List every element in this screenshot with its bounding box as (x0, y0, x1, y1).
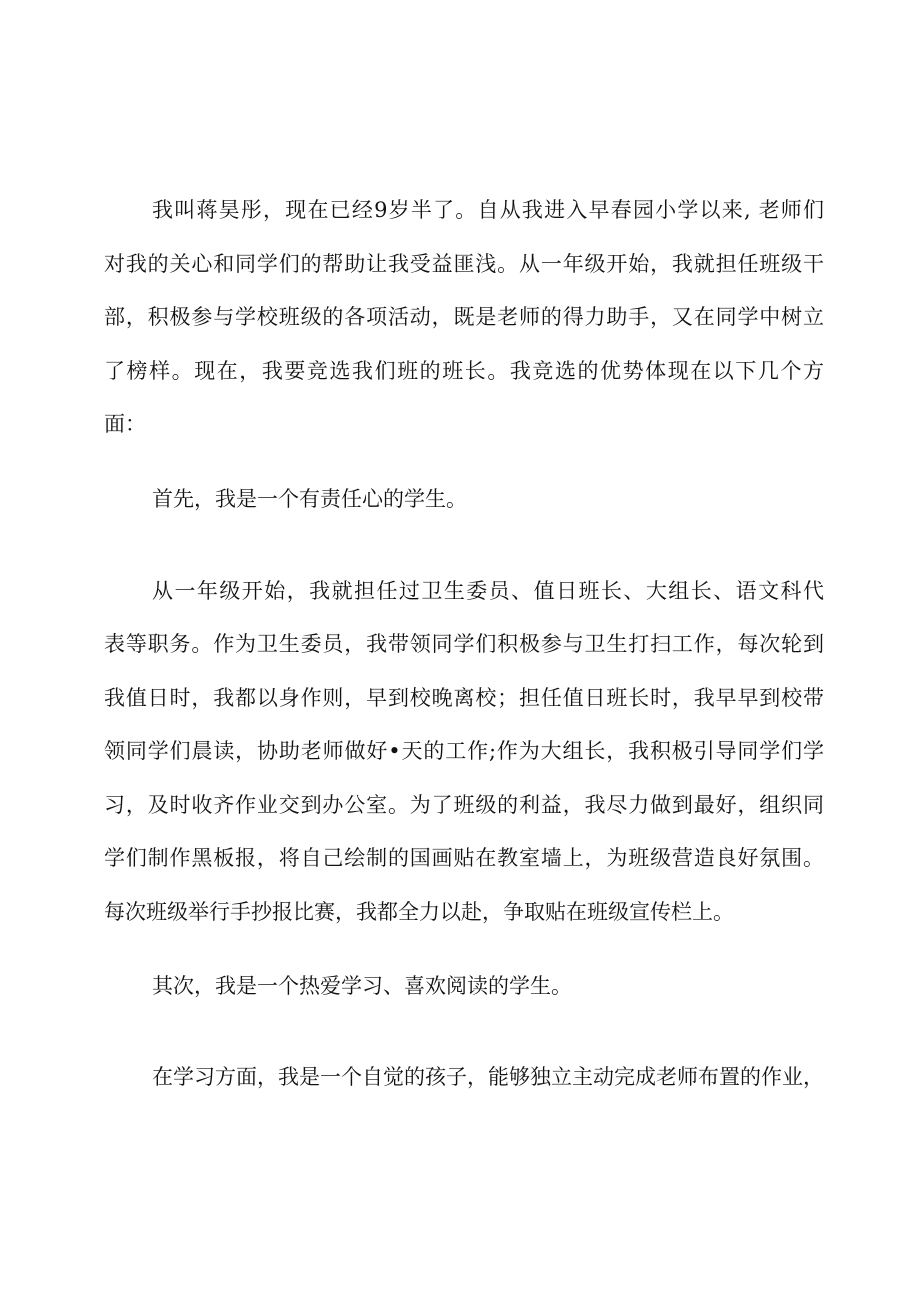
section-heading-study: 其次，我是一个热爱学习、喜欢阅读的学生。 (152, 974, 572, 998)
paragraph-line: 对我的关心和同学们的帮助让我受益匪浅。从一年级开始，我就担任班级干 (104, 252, 824, 276)
paragraph-line: 习，及时收齐作业交到办公室。为了班级的利益，我尽力做到最好，组织同 (104, 793, 824, 817)
paragraph-line: 领同学们晨读，协助老师做好•天的工作;作为大组长，我积极引导同学们学 (104, 739, 824, 763)
paragraph-line: 我叫蒋昊彤，现在已经9岁半了。自从我进入早春园小学以来, 老师们 (152, 198, 824, 222)
paragraph-line: 我值日时，我都以身作则，早到校晚离校；担任值日班长时，我早早到校带 (104, 686, 824, 710)
paragraph-line: 每次班级举行手抄报比赛，我都全力以赴，争取贴在班级宣传栏上。 (104, 900, 734, 924)
paragraph-line: 了榜样。现在，我要竞选我们班的班长。我竞选的优势体现在以下几个方 (104, 359, 824, 383)
section-heading-responsibility: 首先，我是一个有责任心的学生。 (152, 487, 467, 511)
paragraph-line: 表等职务。作为卫生委员，我带领同学们积极参与卫生打扫工作，每次轮到 (104, 632, 824, 656)
paragraph-line: 部，积极参与学校班级的各项活动，既是老师的得力助手，又在同学中树立 (104, 305, 824, 329)
paragraph-line: 学们制作黑板报，将自己绘制的国画贴在教室墙上，为班级营造良好氛围。 (104, 846, 824, 870)
paragraph-line: 从一年级开始，我就担任过卫生委员、值日班长、大组长、语文科代 (152, 579, 824, 603)
paragraph-line: 面： (104, 412, 146, 436)
paragraph-line: 在学习方面，我是一个自觉的孩子，能够独立主动完成老师布置的作业， (152, 1065, 824, 1089)
